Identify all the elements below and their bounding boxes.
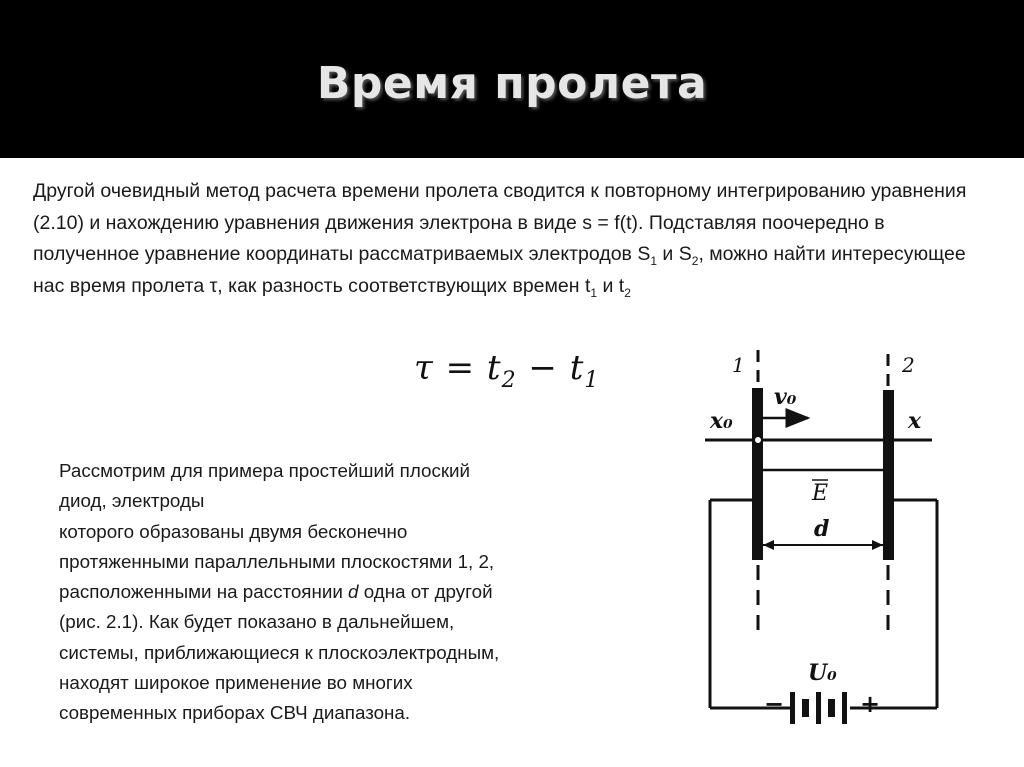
slide-header [0,0,1024,158]
paragraph2-line-5b: одна от другой [358,581,493,603]
planar-diode-diagram [690,340,960,750]
distance-arrow-right [872,540,883,550]
paragraph2-line-6: (рис. 2.1). Как будет показано в дальнейшем, [59,611,455,633]
paragraph1-text-c: , можно найти интересующее нас время пролета τ, как разность соответствующих времен t [33,243,966,297]
x-axis-label: x [908,408,922,434]
x0-point [754,436,762,444]
paragraph2-line-5 [59,577,619,607]
formula-tau [414,348,600,393]
electrode-1-plate [752,388,763,560]
battery-symbol [790,692,847,724]
distance-arrow-left [763,540,774,550]
battery-minus-label: − [764,690,785,718]
paragraph2-line-1: Рассмотрим для примера простейший плоский [59,460,471,481]
field-e-label: E [812,481,829,506]
paragraph2-italic-d: d [348,581,359,603]
paragraph2-line-4: протяженными параллельными плоскостями 1, 2, [59,550,495,572]
battery-plus-label: + [860,690,881,718]
paragraph2-line-9: современных приборах СВЧ диапазона. [59,702,411,724]
voltage-u0-label: U₀ [808,660,837,686]
formula-t2: t [486,348,502,388]
formula-t2-sub: 2 [501,367,517,393]
paragraph1-text-b: и S [657,243,692,265]
paragraph1-text-d: и t [597,274,625,297]
formula-minus: − [516,348,570,388]
formula-tau-symbol: τ [414,348,434,388]
subscript-s1: 1 [650,253,658,268]
paragraph2-line-8: находят широкое применение во многих [59,672,413,694]
electrode-2-label: 2 [902,353,915,377]
formula-t1: t [569,348,585,388]
paragraph1-text-a: Другой очевидный метод расчета времени пролета сводится к повторному интегрированию уравнения (2.10) и нахождению уравнения движения электрона в виде s = f(t). Подставляя поочередно в полученное уравнение координаты рассматриваемых электродов S [33,180,967,265]
electrode-1-label: 1 [732,353,745,377]
subscript-t2: 2 [624,285,631,300]
subscript-s2: 2 [691,253,699,268]
x0-label: x₀ [710,408,733,434]
formula-equals: = [433,348,487,388]
subscript-t1: 1 [590,285,598,300]
formula-t1-sub: 1 [584,367,600,393]
electrode-2-plate [883,390,894,560]
paragraph-planar-diode [59,456,619,729]
paragraph-flight-time-method [33,176,993,302]
paragraph2-line-7: системы, приближающиеся к плоскоэлектродным, [59,641,500,663]
slide-title: Время пролета [316,58,708,109]
paragraph2-line-2: диод, электроды [59,490,205,512]
paragraph2-line-5a: расположенными на расстоянии [59,581,349,603]
paragraph2-line-3: которого образованы двумя бесконечно [59,520,408,542]
velocity-v0-label: v₀ [774,384,797,410]
distance-d-label: d [814,516,830,542]
